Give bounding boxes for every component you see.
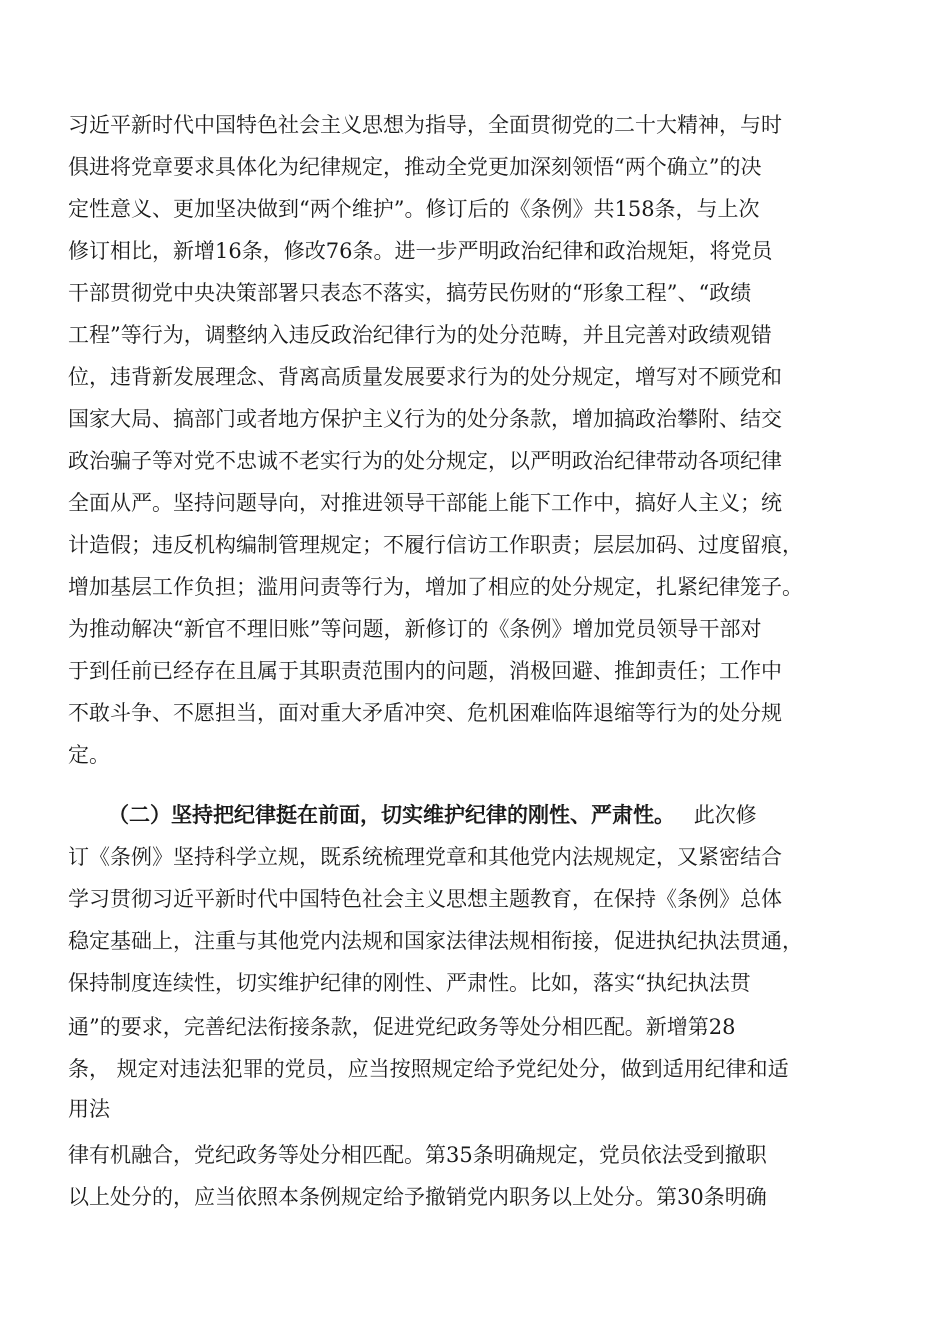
- paragraph-line: 定性意义、更加坚决做到“两个维护”。修订后的《条例》共158条，与上次: [68, 197, 760, 221]
- paragraph-line: 工程”等行为，调整纳入违反政治纪律行为的处分范畴，并且完善对政绩观错: [68, 323, 772, 347]
- paragraph-line: 保持制度连续性，切实维护纪律的刚性、严肃性。比如，落实“执纪执法贯: [68, 971, 751, 995]
- paragraph-line: 为推动解决“新官不理旧账”等问题，新修订的《条例》增加党员领导干部对: [68, 617, 762, 641]
- paragraph-line: 修订相比，新增16条，修改76条。进一步严明政治纪律和政治规矩，将党员: [68, 239, 773, 263]
- paragraph-line: 俱进将党章要求具体化为纪律规定，推动全党更加深刻领悟“两个确立”的决: [68, 155, 762, 179]
- paragraph-line: 条， 规定对违法犯罪的党员，应当按照规定给予党纪处分，做到适用纪律和适: [68, 1057, 789, 1081]
- paragraph-line: 稳定基础上，注重与其他党内法规和国家法律法规相衔接，促进执纪执法贯通，: [68, 929, 803, 953]
- section-heading: （二）坚持把纪律挺在前面，切实维护纪律的刚性、严肃性。: [108, 802, 675, 827]
- paragraph-line: 国家大局、搞部门或者地方保护主义行为的处分条款，增加搞政治攀附、结交: [68, 407, 782, 431]
- paragraph-line: 全面从严。坚持问题导向，对推进领导干部能上能下工作中，搞好人主义；统: [68, 491, 782, 515]
- paragraph-line: 定。: [68, 743, 110, 767]
- paragraph-line: 习近平新时代中国特色社会主义思想为指导，全面贯彻党的二十大精神，与时: [68, 113, 782, 137]
- paragraph-line: 律有机融合，党纪政务等处分相匹配。第35条明确规定，党员依法受到撤职: [68, 1143, 767, 1167]
- paragraph-line: 于到任前已经存在且属于其职责范围内的问题，消极回避、推卸责任；工作中: [68, 659, 782, 683]
- paragraph-line: 计造假；违反机构编制管理规定；不履行信访工作职责；层层加码、过度留痕，: [68, 533, 803, 557]
- paragraph-line: 以上处分的，应当依照本条例规定给予撤销党内职务以上处分。第30条明确: [68, 1185, 767, 1209]
- paragraph-line: 位，违背新发展理念、背离高质量发展要求行为的处分规定，增写对不顾党和: [68, 365, 782, 389]
- paragraph-line: 订《条例》坚持科学立规，既系统梳理党章和其他党内法规规定，又紧密结合: [68, 845, 782, 869]
- section-heading-line: [108, 800, 757, 830]
- paragraph-line: 不敢斗争、不愿担当，面对重大矛盾冲突、危机困难临阵退缩等行为的处分规: [68, 701, 782, 725]
- paragraph-line: 干部贯彻党中央决策部署只表态不落实，搞劳民伤财的“形象工程”、“政绩: [68, 281, 752, 305]
- paragraph-line: 增加基层工作负担；滥用问责等行为，增加了相应的处分规定，扎紧纪律笼子。: [68, 575, 803, 599]
- paragraph-line: 通”的要求，完善纪法衔接条款，促进党纪政务等处分相匹配。新增第28: [68, 1015, 736, 1039]
- paragraph-line: 学习贯彻习近平新时代中国特色社会主义思想主题教育，在保持《条例》总体: [68, 887, 782, 911]
- paragraph-line: 用法: [68, 1097, 110, 1121]
- paragraph-line: 政治骗子等对党不忠诚不老实行为的处分规定，以严明政治纪律带动各项纪律: [68, 449, 782, 473]
- heading-tail-text: 此次修: [693, 803, 757, 827]
